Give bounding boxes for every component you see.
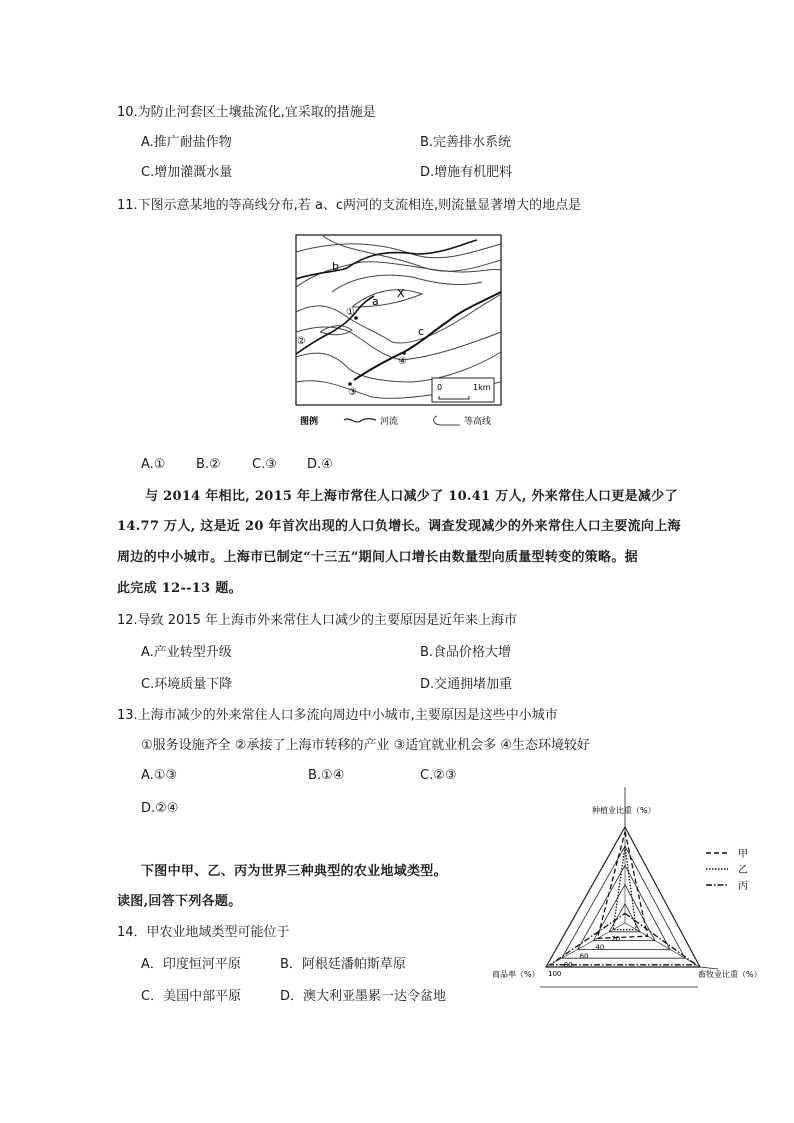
q11-option-d: D.④ [307,457,333,472]
map-scale-zero: 0 [437,383,443,392]
q11-stem: 11.下图示意某地的等高线分布,若 a、c两河的支流相连,则流量显著增大的地点是 [117,198,582,213]
q14-stem: 14．甲农业地域类型可能位于 [117,925,290,940]
axis-label-planting: 种植业比重（%） [592,806,656,815]
q13-option-a: A.①③ [141,768,178,783]
q13-option-d: D.②④ [141,801,179,816]
radar-tick-100: 100 [548,970,562,978]
radar-tick-80: 80 [563,961,573,970]
q10-option-b: B.完善排水系统 [420,135,512,150]
passage-line-1: 与 2014 年相比, 2015 年上海市常住人口减少了 10.41 万人, 外来常住人口更是减少了 [145,489,678,504]
axis-label-commodity: 商品率（%） [492,970,540,979]
map-point-3: ③ [348,387,357,398]
q12-option-c: C.环境质量下降 [141,677,233,692]
map-scale-dist: 1km [473,383,491,392]
axis-label-livestock: 畜牧业比重（%） [698,970,762,979]
q13-stem: 13.上海市减少的外来常住人口多流向周边中小城市,主要原因是这些中小城市 [117,708,558,723]
q14-option-a: A．印度恒河平原 [141,957,241,972]
radar-grid-80 [562,846,685,961]
radar-tick-40: 40 [595,943,605,952]
passage-line-3: 周边的中小城市。上海市已制定“十三五”期间人口增长由数量型向质量型转变的策略。据 [117,550,638,565]
q14-option-b: B．阿根廷潘帕斯草原 [280,957,406,972]
legend-contour-symbol [434,416,460,425]
radar-tick-60: 60 [579,952,589,961]
q12-option-d: D.交通拥堵加重 [420,677,513,692]
legend-label-3: 丙 [738,881,748,892]
q12-stem: 12.导致 2015 年上海市外来常住人口减少的主要原因是近年来上海市 [117,613,518,628]
map-label-c: c [418,325,425,338]
radar-series-1 [597,832,647,939]
river-a [296,296,374,354]
q11-option-c: C.③ [252,457,277,472]
q13-statements: ①服务设施齐全 ②承接了上海市转移的产业 ③适宜就业机会多 ④生态环境较好 [141,738,591,753]
legend-contour-label: 等高线 [464,417,492,427]
contour-map [292,232,508,432]
q12-option-a: A.产业转型升级 [141,645,232,660]
radar-right-axis-extension [700,967,718,969]
legend-label-2: 乙 [738,865,748,876]
passage-line-4: 此完成 12--13 题。 [117,581,242,596]
map-point-1: ① [346,307,355,318]
legend-title: 图例 [300,417,319,427]
intro14-line-1: 下图中甲、乙、丙为世界三种典型的农业地域类型。 [141,864,447,879]
map-label-x: X [397,287,405,300]
q10-option-a: A.推广耐盐作物 [141,135,232,150]
q14-option-d: D．澳大利亚墨累一达令盆地 [280,989,447,1004]
legend-label-1: 甲 [738,849,748,860]
intro14-line-2: 读图,回答下列各题。 [117,894,242,909]
map-label-a: a [372,295,379,308]
q10-option-c: C.增加灌溉水量 [141,165,233,180]
radar-tick-20: 20 [611,934,621,943]
q12-option-b: B.食品价格大增 [420,645,512,660]
map-label-b: b [332,260,339,273]
q11-option-b: B.② [196,457,221,472]
q13-option-b: B.①④ [308,768,345,783]
q14-option-c: C．美国中部平原 [141,989,242,1004]
q10-option-d: D.增施有机肥料 [420,165,513,180]
q11-option-a: A.① [141,457,166,472]
passage-line-2: 14.77 万人, 这是近 20 年首次出现的人口负增长。调查发现减少的外来常住人口主要流向上海 [117,519,681,534]
map-point-2: ② [297,336,306,347]
legend-river-symbol [344,419,376,422]
agriculture-radar-chart [488,783,784,993]
map-point-4: ④ [398,356,407,367]
q13-option-c: C.②③ [420,768,457,783]
q10-stem: 10.为防止河套区土壤盐流化,宜采取的措施是 [117,105,376,120]
legend-river-label: 河流 [380,417,399,427]
